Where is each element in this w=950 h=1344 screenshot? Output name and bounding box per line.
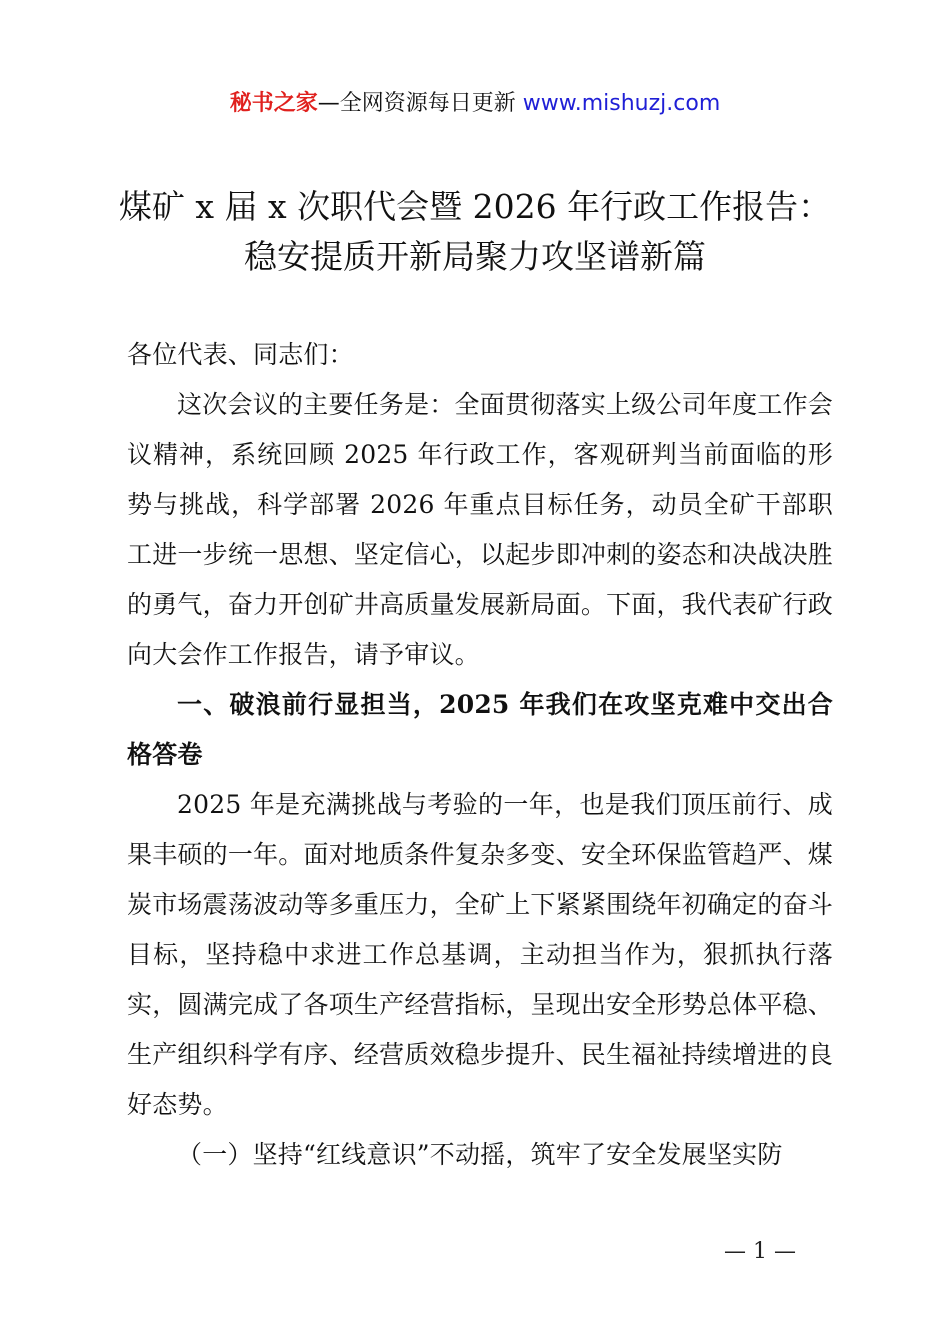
review-paragraph: 2025 年是充满挑战与考验的一年，也是我们顶压前行、成果丰硕的一年。面对地质条件复杂多变、安全环保监管趋严、煤炭市场震荡波动等多重压力，全矿上下紧紧围绕年初确定的奋斗目标，坚持稳中求进工作总基调，主动担当作为，狠抓执行落实，圆满完成了各项生产经营指标，呈现出安全形势总体平稳、生产组织科学有序、经营质效稳步提升、民生福祉持续增进的良好态势。 — [127, 790, 833, 1119]
title-line-1: 煤矿 x 届 x 次职代会暨 2026 年行政工作报告： — [118, 187, 832, 226]
salutation: 各位代表、同志们： — [127, 340, 354, 369]
page-number: — 1 — — [724, 1239, 796, 1264]
document-title — [60, 182, 890, 282]
site-url-link[interactable]: www.mishuzj.com — [522, 91, 721, 116]
intro-paragraph: 这次会议的主要任务是：全面贯彻落实上级公司年度工作会议精神，系统回顾 2025 年行政工作，客观研判当前面临的形势与挑战，科学部署 2026 年重点目标任务，动员全矿干部职工进一步统一思想、坚定信心，以起步即冲刺的姿态和决战决胜的勇气，奋力开创矿井高质量发展新局面。下面，我代表矿行政向大会作工作报告，请予审议。 — [127, 390, 833, 669]
document-body — [127, 330, 833, 1180]
subsection-heading-1: （一）坚持“红线意识”不动摇，筑牢了安全发展坚实防 — [177, 1140, 783, 1169]
site-slogan: —全网资源每日更新 — [317, 91, 523, 116]
section-heading-1: 一、破浪前行显担当，2025 年我们在攻坚克难中交出合格答卷 — [127, 690, 833, 769]
site-brand: 秘书之家 — [229, 91, 318, 116]
site-header — [0, 88, 950, 120]
title-line-2: 稳安提质开新局聚力攻坚谱新篇 — [244, 237, 706, 276]
